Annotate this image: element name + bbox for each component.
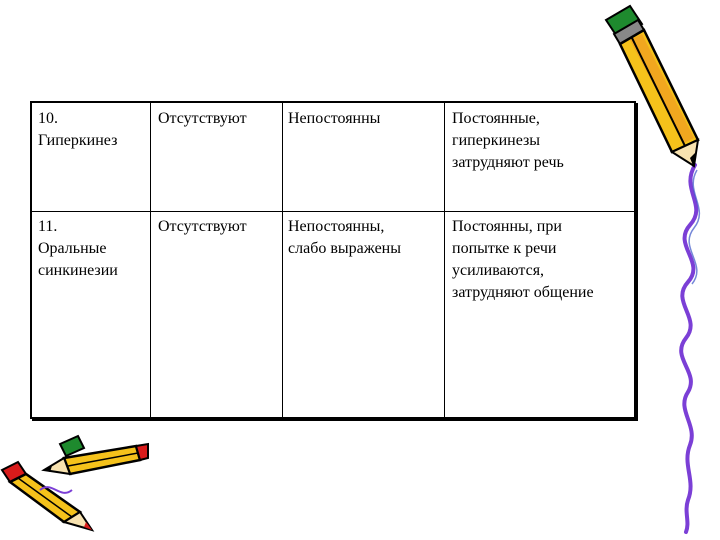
table-column-divider xyxy=(282,103,283,417)
symptom-table xyxy=(30,101,636,419)
table-row-divider xyxy=(32,211,634,212)
table-cell-row1-criterion: 10. Гиперкинез xyxy=(38,110,118,149)
table-column-divider xyxy=(444,103,445,417)
table-column-divider xyxy=(150,103,151,417)
table-cell-row2-severe: Постоянны, при попытке к речи усиливаются, затрудняют общение xyxy=(452,218,594,301)
table-cell-row2-mild: Непостоянны, слабо выражены xyxy=(288,218,401,257)
table-cell-row1-mild: Непостоянны xyxy=(288,110,381,127)
table-cell-row2-criterion: 11. Оральные синкинезии xyxy=(38,218,118,279)
table-cell-row1-norm: Отсутствуют xyxy=(158,110,247,127)
table-cell-row2-norm: Отсутствуют xyxy=(158,218,247,235)
pencils-icon xyxy=(0,430,150,540)
table-cell-row1-severe: Постоянные, гиперкинезы затрудняют речь xyxy=(452,110,564,171)
pencil-icon xyxy=(590,0,720,540)
